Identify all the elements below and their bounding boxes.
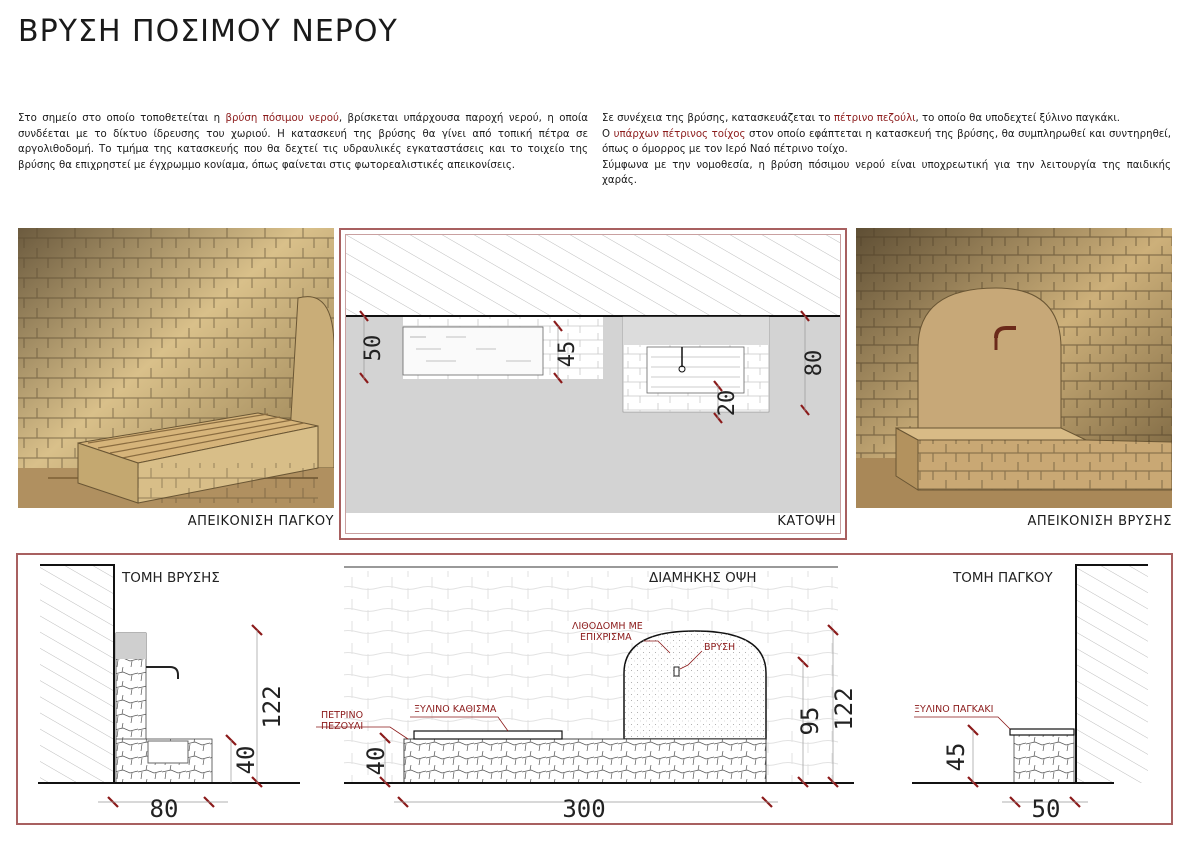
note-masonry-line1: ΛΙΘΟΔΟΜΗ ΜΕ — [572, 621, 643, 632]
intro-left-text: Στο σημείο στο οποίο τοποθετείται η βρύση πόσιμου νερού, βρίσκεται υπάρχουσα παροχή νερού, η οποία συνδέεται με το δίκτυο ίδρευσης του χωριού. Η κατασκευή της βρύσης θα γίνει από τοπική πέτρα σε αργολιθοδομή. Το τμήμα της κατασκευής που θα δεχτεί τις υδραυλικές εγκαταστάσεις και το τοιχείο της βρύσης θα επιχρηστεί με έγχρωμμο κονίαμα, όπως φαίνεται στις φωτορεαλιστικές απεικονίσεις. — [18, 113, 588, 171]
elevation-dim-40: 40 — [362, 746, 390, 776]
elevation-dim-300: 300 — [562, 795, 606, 823]
page-title: ΒΡΥΣΗ ΠΟΣΙΜΟΥ ΝΕΡΟΥ — [18, 14, 398, 49]
plan-dim-45: 45 — [555, 340, 580, 368]
section-bench-title: ΤΟΜΗ ΠΑΓΚΟΥ — [953, 570, 1053, 586]
note-bench: ΞΥΛΙΝΟ ΠΑΓΚΑΚΙ — [914, 704, 994, 715]
highlight-ledge: πέτρινο πεζούλι — [833, 113, 916, 124]
plan-dim-20: 20 — [715, 389, 740, 417]
note-ledge-line1: ΠΕΤΡΙΝΟ — [321, 710, 364, 721]
plan-drawing — [346, 235, 840, 513]
note-ledge-line2: ΠΕΖΟΥΛΙ — [321, 721, 364, 732]
section-fountain-title: ΤΟΜΗ ΒΡΥΣΗΣ — [122, 570, 220, 586]
highlight-wall: υπάρχων πέτρινος τοίχος — [613, 128, 746, 140]
plan-dim-80: 80 — [802, 349, 827, 377]
section-fountain-dim-80: 80 — [149, 795, 179, 823]
bench-render-caption: ΑΠΕΙΚΟΝΙΣΗ ΠΑΓΚΟΥ — [187, 514, 334, 529]
section-fountain-dim-122: 122 — [258, 685, 286, 729]
sections-drawing — [18, 555, 1171, 823]
section-bench-dim-45: 45 — [942, 742, 970, 772]
elevation-dim-122: 122 — [830, 687, 858, 731]
intro-right-text: Σε συνέχεια της βρύσης, κατασκευάζεται το πέτρινο πεζούλι, το οποίο θα υποδεχτεί ξύλινο παγκάκι. Ο υπάρχων πέτρινος τοίχος στον οποίο εφάπτεται η κατασκευή της βρύσης, θα συμπληρωθεί και συντηρηθεί, όπως ο όμορρος με τον Ιερό Ναό πέτρινο τοίχο. Σύμφωνα με την νομοθεσία, η βρύση πόσιμου νερού είναι υποχρεωτική για την λειτουργία της παιδικής χαράς. — [602, 113, 1171, 186]
section-fountain-dim-40: 40 — [232, 745, 260, 775]
section-bench-dim-50: 50 — [1031, 795, 1061, 823]
highlight-fountain: βρύση πόσιμου νερού — [225, 113, 339, 124]
elevation-title: ΔΙΑΜΗΚΗΣ ΟΨΗ — [649, 570, 757, 586]
bench-render-image — [18, 228, 334, 508]
note-tap: ΒΡΥΣΗ — [704, 642, 736, 653]
fountain-render-caption: ΑΠΕΙΚΟΝΙΣΗ ΒΡΥΣΗΣ — [1027, 514, 1172, 529]
plan-caption: ΚΑΤΟΨΗ — [777, 514, 836, 529]
note-seat: ΞΥΛΙΝΟ ΚΑΘΙΣΜΑ — [414, 704, 497, 715]
plan-dim-50: 50 — [361, 334, 386, 362]
fountain-render-image — [856, 228, 1172, 508]
note-masonry-line2: ΕΠΙΧΡΙΣΜΑ — [580, 632, 632, 643]
elevation-dim-95: 95 — [796, 706, 824, 736]
